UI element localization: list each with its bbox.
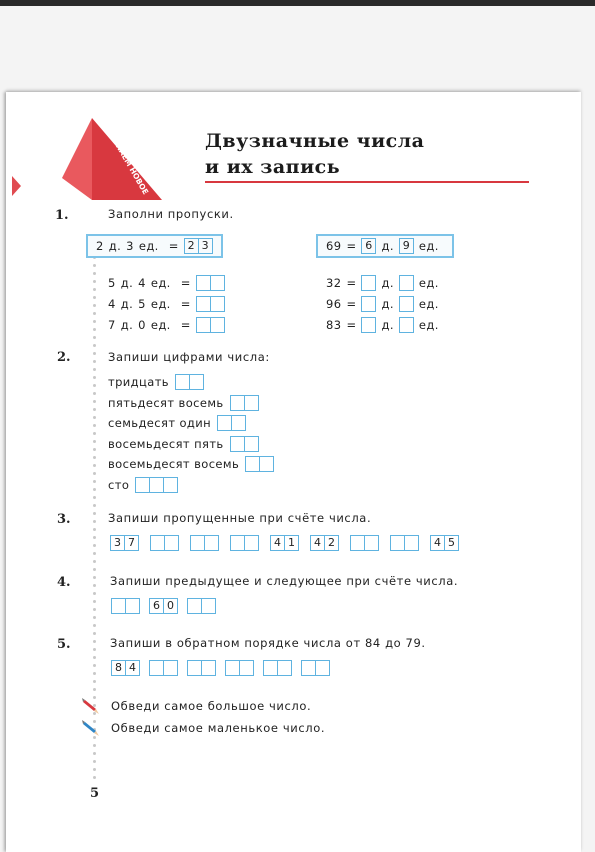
answer-box[interactable] — [399, 275, 414, 291]
red-pencil-icon — [82, 697, 100, 715]
left-rows — [108, 272, 225, 335]
list-item: семьдесят один — [108, 413, 274, 434]
margin-dot — [93, 688, 96, 691]
margin-dot — [93, 616, 96, 619]
answer-box[interactable] — [399, 296, 414, 312]
margin-dot — [93, 744, 96, 747]
reverse-row — [111, 660, 330, 676]
answer-box[interactable] — [361, 296, 376, 312]
answer-cells[interactable] — [270, 535, 299, 551]
margin-dot — [93, 360, 96, 363]
margin-dot — [93, 600, 96, 603]
digit-cell[interactable] — [188, 599, 202, 613]
margin-dot — [93, 384, 96, 387]
blue-pencil-icon — [82, 719, 100, 737]
digit-cell[interactable]: 0 — [167, 599, 174, 612]
answer-box[interactable] — [361, 275, 376, 291]
margin-dot — [93, 648, 96, 651]
margin-dot — [93, 432, 96, 435]
digit-cell[interactable] — [316, 661, 329, 675]
margin-dot — [93, 656, 96, 659]
digit-cell[interactable] — [226, 661, 240, 675]
conversion-row: 32 = д. ед. — [326, 275, 439, 290]
margin-dot — [93, 536, 96, 539]
list-item: тридцать — [108, 372, 274, 393]
margin-dot — [93, 448, 96, 451]
answer-cells[interactable] — [230, 436, 259, 452]
conversion-row: 7 д. 0 ед. = — [108, 314, 225, 335]
margin-dot — [93, 440, 96, 443]
page-title: Двузначные числа и их запись — [205, 130, 425, 178]
margin-dot — [93, 520, 96, 523]
margin-dot — [93, 376, 96, 379]
list-item: сто — [108, 475, 274, 496]
margin-dot — [93, 760, 96, 763]
answer-cells[interactable] — [187, 660, 216, 676]
digit-cell[interactable] — [150, 661, 164, 675]
task-number: 4. — [57, 575, 71, 590]
margin-dot — [93, 264, 96, 267]
answer-cells[interactable] — [263, 660, 292, 676]
answer-cells[interactable] — [187, 598, 216, 614]
margin-dot — [93, 328, 96, 331]
title-rule — [205, 181, 529, 183]
answer-cells[interactable] — [149, 598, 178, 614]
margin-dot — [93, 368, 96, 371]
margin-dot — [93, 400, 96, 403]
answer-cells[interactable] — [390, 535, 419, 551]
digit-cell[interactable] — [264, 661, 278, 675]
margin-dot — [93, 608, 96, 611]
right-rows — [326, 272, 444, 335]
digit-cell[interactable] — [126, 599, 139, 613]
sequence-row — [110, 535, 459, 551]
task-circle-largest: Обведи самое большое число. — [111, 699, 312, 713]
margin-dot — [93, 480, 96, 483]
list-item: пятьдесят восемь — [108, 393, 274, 414]
answer-cells[interactable] — [245, 456, 274, 472]
margin-dot — [93, 624, 96, 627]
task-number: 5. — [57, 637, 71, 652]
answer-cells[interactable] — [230, 395, 259, 411]
digit-cell[interactable]: 4 — [431, 536, 445, 550]
list-item: восемьдесят пять — [108, 434, 274, 455]
digit-cell[interactable] — [202, 661, 215, 675]
margin-dot — [93, 584, 96, 587]
margin-marker — [12, 176, 21, 196]
answer-cells[interactable] — [217, 415, 246, 431]
neighbors-row — [111, 598, 216, 614]
digit-cell[interactable] — [365, 536, 378, 550]
margin-dot — [93, 416, 96, 419]
ribbon-triangle — [62, 118, 172, 200]
task-instruction: Заполни пропуски. — [108, 207, 234, 221]
margin-dot — [93, 560, 96, 563]
digit-cell[interactable]: 8 — [112, 661, 126, 675]
task-instruction: Запиши в обратном порядке числа от 84 до 79. — [110, 636, 426, 650]
answer-cells[interactable] — [196, 275, 225, 291]
digit-cell[interactable] — [405, 536, 418, 550]
margin-dot — [93, 504, 96, 507]
conversion-row: 4 д. 5 ед. = — [108, 293, 225, 314]
digit-cell[interactable] — [240, 661, 253, 675]
task-number: 1. — [55, 208, 69, 223]
answer-cells[interactable] — [230, 535, 259, 551]
conversion-row: 83 = д. ед. — [326, 317, 439, 332]
margin-dot — [93, 544, 96, 547]
digit-cell[interactable] — [202, 599, 215, 613]
digit-cell[interactable]: 2 — [328, 536, 335, 549]
conversion-row: 5 д. 4 ед. = — [108, 272, 225, 293]
digit-cell[interactable] — [231, 536, 245, 550]
digit-cell[interactable]: 6 — [150, 599, 164, 613]
margin-dot — [93, 304, 96, 307]
margin-dot — [93, 776, 96, 779]
digit-cell[interactable] — [112, 599, 126, 613]
task-instruction: Запиши пропущенные при счёте числа. — [108, 511, 372, 525]
answer-cells[interactable] — [225, 660, 254, 676]
example-right: 69 = 6 д. 9 ед. — [316, 234, 454, 258]
answer-cells[interactable] — [350, 535, 379, 551]
digit-cell[interactable] — [351, 536, 365, 550]
answer-box[interactable] — [399, 317, 414, 333]
digit-cell[interactable] — [278, 661, 291, 675]
answer-cells: 2 3 — [184, 238, 213, 254]
margin-dot — [93, 296, 96, 299]
digit-cell[interactable] — [245, 536, 258, 550]
answer-cells[interactable] — [110, 535, 139, 551]
digit-cell[interactable] — [302, 661, 316, 675]
digit-cell[interactable]: 7 — [128, 536, 135, 549]
margin-dot — [93, 456, 96, 459]
answer-cells[interactable] — [175, 374, 204, 390]
margin-dot — [93, 272, 96, 275]
digit-cell[interactable]: 3 — [111, 536, 125, 550]
answer-cells[interactable] — [135, 477, 178, 493]
margin-dot — [93, 768, 96, 771]
margin-dot — [93, 288, 96, 291]
task-instruction: Запиши цифрами числа: — [108, 350, 270, 364]
digit-cell[interactable]: 4 — [129, 661, 136, 674]
margin-dot — [93, 352, 96, 355]
margin-dot — [93, 312, 96, 315]
list-item: восемьдесят восемь — [108, 454, 274, 475]
answer-cells[interactable] — [310, 535, 339, 551]
digit-cell[interactable] — [191, 536, 205, 550]
digit-cell[interactable]: 4 — [271, 536, 285, 550]
margin-dot — [93, 320, 96, 323]
margin-dot — [93, 424, 96, 427]
answer-cells[interactable] — [149, 660, 178, 676]
digit-cell[interactable]: 1 — [288, 536, 295, 549]
margin-dot — [93, 568, 96, 571]
margin-dot — [93, 496, 96, 499]
margin-dot — [93, 528, 96, 531]
page-number: 5 — [90, 786, 100, 801]
digit-cell[interactable]: 5 — [448, 536, 455, 549]
margin-dot — [93, 512, 96, 515]
digit-cell[interactable] — [165, 536, 178, 550]
margin-dot — [93, 472, 96, 475]
answer-box[interactable] — [361, 317, 376, 333]
margin-dot — [93, 392, 96, 395]
answer-cells[interactable] — [190, 535, 219, 551]
answer-cells[interactable] — [196, 317, 225, 333]
task-instruction: Запиши предыдущее и следующее при счёте числа. — [110, 574, 459, 588]
margin-dot — [93, 336, 96, 339]
margin-dot — [93, 344, 96, 347]
margin-dot — [93, 680, 96, 683]
answer-cells[interactable] — [301, 660, 330, 676]
margin-dot — [93, 488, 96, 491]
margin-dot — [93, 408, 96, 411]
answer-cells[interactable] — [196, 296, 225, 312]
margin-dot — [93, 592, 96, 595]
digit-cell[interactable] — [188, 661, 202, 675]
digit-cell[interactable] — [391, 536, 405, 550]
margin-dot — [93, 640, 96, 643]
margin-dot — [93, 664, 96, 667]
number-words-list — [108, 372, 274, 495]
task-number: 2. — [57, 350, 71, 365]
task-circle-smallest: Обведи самое маленькое число. — [111, 721, 326, 735]
answer-cells[interactable] — [430, 535, 459, 551]
margin-dot — [93, 576, 96, 579]
margin-dot — [93, 672, 96, 675]
digit-cell[interactable] — [151, 536, 165, 550]
margin-dot — [93, 464, 96, 467]
answer-cells[interactable] — [150, 535, 179, 551]
margin-dot — [93, 632, 96, 635]
ribbon-label: УЗНАЁМ НОВОЕ — [108, 132, 151, 197]
digit-cell[interactable] — [164, 661, 177, 675]
margin-dot — [93, 752, 96, 755]
digit-cell[interactable] — [205, 536, 218, 550]
answer-cells[interactable] — [111, 598, 140, 614]
margin-dot — [93, 552, 96, 555]
scan-top-edge — [0, 0, 595, 6]
answer-cells[interactable] — [111, 660, 140, 676]
margin-dot — [93, 280, 96, 283]
conversion-row: 96 = д. ед. — [326, 296, 439, 311]
task-number: 3. — [57, 512, 71, 527]
digit-cell[interactable]: 4 — [311, 536, 325, 550]
example-left: 2 д. 3 ед. = 2 3 — [86, 234, 223, 258]
